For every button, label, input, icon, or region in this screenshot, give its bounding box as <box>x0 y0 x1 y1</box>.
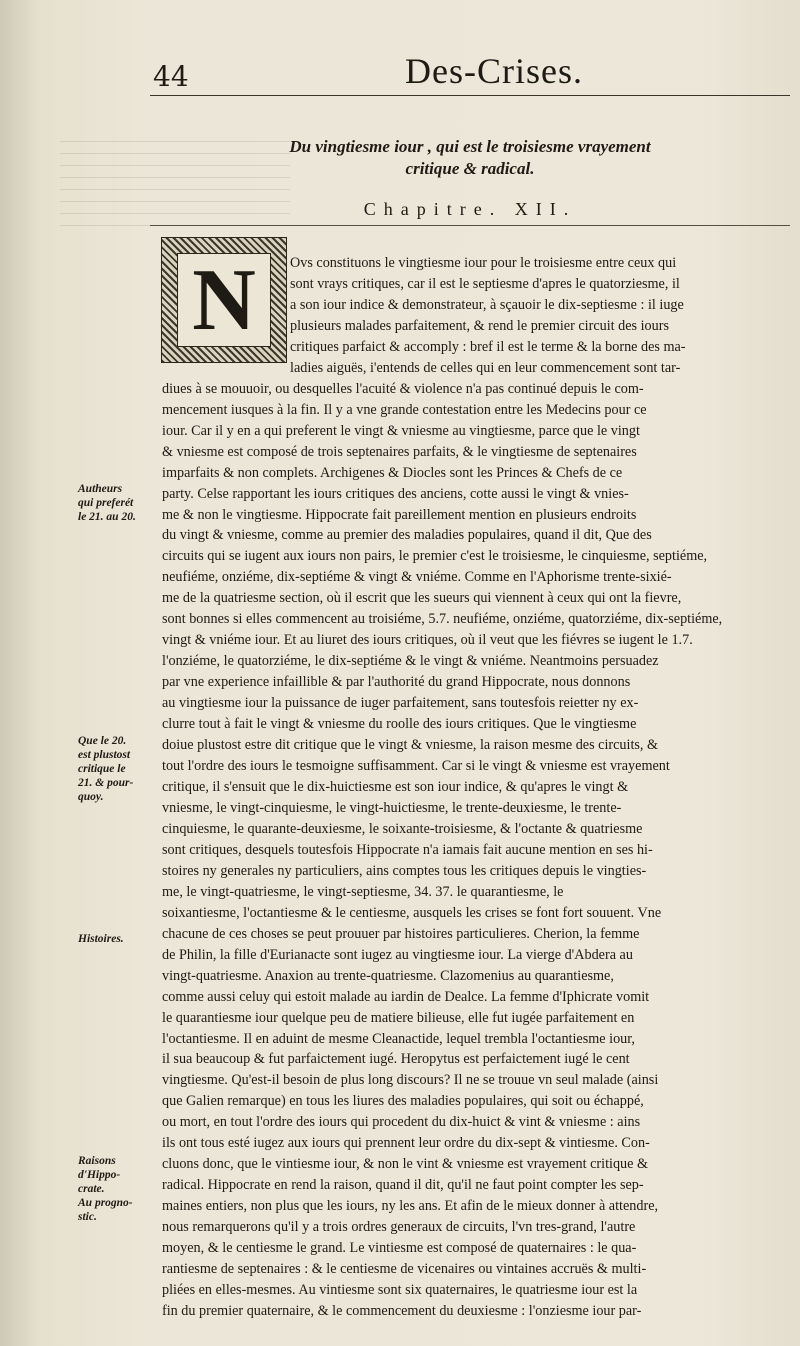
body-line: critiques parfaict & accomply : bref il est le terme & la borne des ma- <box>290 339 686 355</box>
marginal-note-line: Raisons <box>78 1155 116 1167</box>
body-line: tout l'ordre des iours le tesmoigne suffisamment. Car si le vingt & vniesme est vrayement <box>162 758 670 774</box>
body-line: me & non le vingtiesme. Hippocrate fait pareillement mention en plusieurs endroits <box>162 507 637 523</box>
body-line: pliées en elles-mesmes. Au vintiesme sont six quaternaires, le quatriesme iour est la <box>162 1282 638 1298</box>
body-line: radical. Hippocrate en rend la raison, quand il dit, qu'il ne faut point compter les sep- <box>162 1177 644 1193</box>
section-title-line1: Du vingtiesme iour , qui est le troisiesme vrayement <box>289 137 651 156</box>
marginal-note-histories <box>78 932 150 946</box>
drop-cap-letter: N <box>177 253 271 347</box>
marginal-note-line: crate. <box>78 1183 105 1195</box>
body-line: moyen, & le centiesme le grand. Le vintiesme est composé de quaternaires : le qua- <box>162 1240 637 1256</box>
body-line: chacune de ces choses se peut prouuer par histoires particulieres. Cherion, la femme <box>162 926 640 942</box>
marginal-note-line: d'Hippo- <box>78 1169 121 1181</box>
marginal-note-line: Que le 20. <box>78 735 127 747</box>
section-title-line2: critique & radical. <box>405 159 535 178</box>
body-line: ils ont tous esté iugez aux iours qui prennent leur ordre du dix-sept & vintiesme. Con- <box>162 1135 650 1151</box>
marginal-note-line: Histoires. <box>78 933 124 945</box>
body-line: critique, il s'ensuit que le dix-huictiesme est son iour indice, & qu'apres le vingt & <box>162 779 629 795</box>
body-line: le quarantiesme iour quelque peu de matiere bilieuse, elle fut iugée parfaitement en <box>162 1010 635 1026</box>
body-line: vingt & vniéme iour. Et au liuret des iours critiques, où il veut que les fiévres se iugent le 1.7. <box>162 632 693 648</box>
body-line: a son iour indice & demonstrateur, à sçauoir le dix-septiesme : il iuge <box>290 297 684 313</box>
body-line: cluons donc, que le vintiesme iour, & non le vint & vniesme est vrayement critique & <box>162 1156 649 1172</box>
body-line: fin du premier quaternaire, & le commencement du deuxiesme : l'onziesme iour par- <box>162 1303 642 1319</box>
body-line: soixantiesme, l'octantiesme & le centiesme, ausquels les crises se font fort souuent. Vne <box>162 905 662 921</box>
body-line: nous remarquerons qu'il y a trois ordres generaux de circuits, l'vn tres-grand, l'autre <box>162 1219 636 1235</box>
marginal-note-line: le 21. au 20. <box>78 511 136 523</box>
body-line: ladies aiguës, i'entends de celles qui en leur commencement sont tar- <box>290 360 681 376</box>
body-line: clurre tout à fait le vingt & vniesme du roolle des iours critiques. Que le vingtiesme <box>162 716 637 732</box>
body-line: vniesme, le vingt-cinquiesme, le vingt-huictiesme, le trente-deuxiesme, le trente- <box>162 800 622 816</box>
marginal-note-authors <box>78 482 150 524</box>
body-line: au vingtiesme iour la puissance de iuger parfaitement, sans toutesfois reietter ny ex- <box>162 695 639 711</box>
body-line: que Galien remarque) en tous les liures des maladies populaires, qui soit ou échappé, <box>162 1093 644 1109</box>
running-title: Des-Crises. <box>405 51 583 91</box>
body-line: Ovs constituons le vingtiesme iour pour le troisiesme entre ceux qui <box>290 255 677 271</box>
marginal-note-twentieth <box>78 734 150 804</box>
body-line: imparfaits & non complets. Archigenes & Diocles sont les Princes & Chefs de ce <box>162 465 623 481</box>
body-line: me, le vingt-quatriesme, le vingt-septiesme, 34. 37. le quarantiesme, le <box>162 884 564 900</box>
body-line: l'octantiesme. Il en aduint de mesme Cleanactide, lequel trembla l'octantiesme iour, <box>162 1031 635 1047</box>
body-line: vingt-quatriesme. Anaxion au trente-quatriesme. Clazomenius au quarantiesme, <box>162 968 614 984</box>
body-line: l'onziéme, le quatorziéme, le dix-septiéme & le vingt & vniéme. Neantmoins persuadez <box>162 653 659 669</box>
chapter-rule <box>150 225 790 226</box>
body-line: de Philin, la fille d'Eurianacte sont iugez au vingtiesme iour. La vierge d'Abdera au <box>162 947 633 963</box>
page-number: 44 <box>153 60 189 93</box>
body-line: il sua beaucoup & fut parfaictement iugé. Heropytus est perfaictement iugé le cent <box>162 1051 630 1067</box>
body-line: par vne experience infaillible & par l'authorité du grand Hippocrate, nous donnons <box>162 674 631 690</box>
marginal-note-line: critique le <box>78 763 126 775</box>
body-line: maines entiers, non plus que les iours, ny les ans. Et afin de le mieux donner à attendre, <box>162 1198 659 1214</box>
body-line: sont bonnes si elles commencent au troisiéme, 5.7. neufiéme, onziéme, quatorziéme, dix-septiéme, <box>162 611 723 627</box>
body-line: sont vrays critiques, car il est le septiesme d'apres le quatorziesme, il <box>290 276 680 292</box>
body-line: party. Celse rapportant les iours critiques des anciens, cotte aussi le vingt & vnies- <box>162 486 629 502</box>
body-line: circuits qui se iugent aux iours non pairs, le premier c'est le troisiesme, le cinquiesme, septiéme, <box>162 548 708 564</box>
marginal-note-line: stic. <box>78 1211 97 1223</box>
marginal-note-line: est plustost <box>78 749 131 761</box>
body-line: vingtiesme. Qu'est-il besoin de plus long discours? Il ne se trouue vn seul malade (ainsi <box>162 1072 659 1088</box>
marginal-note-line: quoy. <box>78 791 104 803</box>
body-line: stoires ny generales ny particuliers, ains comptes tous les critiques depuis le vingties- <box>162 863 647 879</box>
body-line: doiue plustost estre dit critique que le vingt & vniesme, la raison mesme des circuits, & <box>162 737 659 753</box>
body-line: & vniesme est composé de trois septenaires parfaits, & le vingtiesme de septenaires <box>162 444 637 460</box>
body-line: mencement iusques à la fin. Il y a vne grande contestation entre les Medecins pour ce <box>162 402 647 418</box>
body-line: diues à se mouuoir, ou desquelles l'acuité & violence n'a pas continué depuis le com- <box>162 381 644 397</box>
marginal-note-line: qui preferét <box>78 497 134 509</box>
body-line: comme aussi celuy qui estoit malade au iardin de Dealce. La femme d'Iphicrate vomit <box>162 989 650 1005</box>
marginal-note-reasons <box>78 1154 150 1224</box>
body-line: iour. Car il y en a qui preferent le vingt & vniesme au vingtiesme, parce que le vingt <box>162 423 640 439</box>
marginal-note-line: Au progno- <box>78 1197 133 1209</box>
chapter-heading: Chapitre. XII. <box>363 199 577 219</box>
body-line: ou mort, en tout l'ordre des iours qui procedent du dix-huict & vint & vniesme : ains <box>162 1114 641 1130</box>
body-line: sont critiques, desquels toutesfois Hippocrate n'a iamais fait aucune mention en ses hi- <box>162 842 653 858</box>
body-line: du vingt & vniesme, comme au premier des maladies populaires, quand il dit, Que des <box>162 527 652 543</box>
running-head <box>0 46 800 96</box>
ornamental-drop-cap <box>161 237 287 363</box>
body-line: neufiéme, onziéme, dix-septiéme & vingt & vniéme. Comme en l'Aphorisme trente-sixié- <box>162 569 672 585</box>
header-rule <box>150 95 790 96</box>
marginal-note-line: 21. & pour- <box>78 777 134 789</box>
marginal-note-line: Autheurs <box>78 483 123 495</box>
body-line: rantiesme de septenaires : & le centiesme de vicenaires ou vintaines accruës & multi- <box>162 1261 647 1277</box>
body-line: cinquiesme, le quarante-deuxiesme, le soixante-troisiesme, & l'octante & quatriesme <box>162 821 643 837</box>
body-line: plusieurs malades parfaitement, & rend le premier circuit des iours <box>290 318 669 334</box>
body-line: me de la quatriesme section, où il escrit que les sueurs qui viennent à ceux qui ont la fievre, <box>162 590 682 606</box>
